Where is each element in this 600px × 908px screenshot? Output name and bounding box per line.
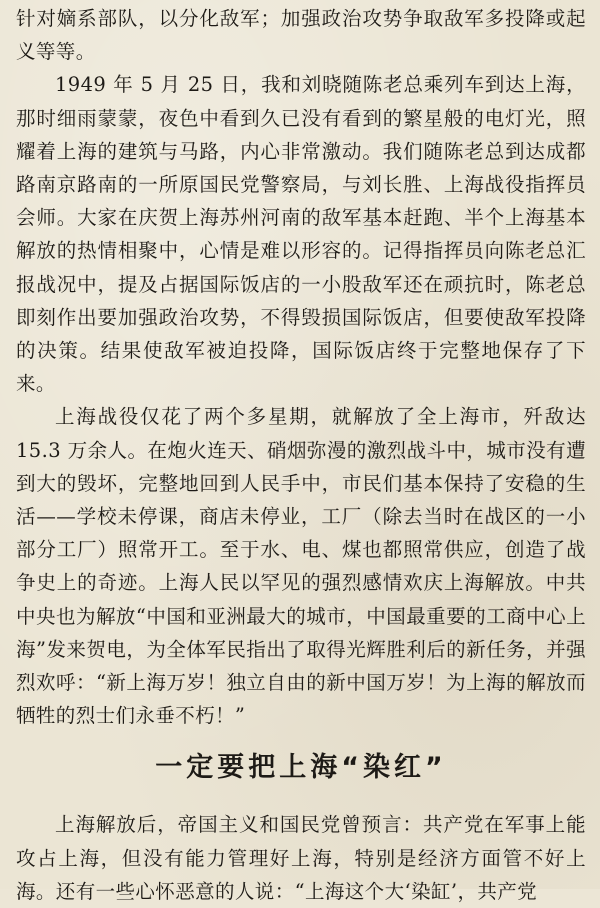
paragraph-campaign-summary: 上海战役仅花了两个多星期，就解放了全上海市，歼敌达 15.3 万余人。在炮火连天、硝烟弥漫的激烈战斗中，城市没有遭到大的毁坏，完整地回到人民手中，市民们基本保持了安稳的生活——学校未停课，商店未停业，工厂（除去当时在战区的一小部分工厂）照常开工。至于水、电、煤也都照常供应，创造了战争史上的奇迹。上海人民以罕见的强烈感情欢庆上海解放。中共中央也为解放“中国和亚洲最大的城市，中国最重要的工商中心上海”发来贺电，为全体军民指出了取得光辉胜利后的新任务，并强烈欢呼：“新上海万岁！独立自由的新中国万岁！为上海的解放而牺牲的烈士们永垂不朽！” (16, 405, 586, 728)
paragraph-continuation: 针对嫡系部队，以分化敌军；加强政治攻势争取敌军多投降或起义等等。 (16, 7, 586, 64)
section-heading: 一定要把上海“染红” (155, 752, 447, 784)
paragraph-after-liberation: 上海解放后，帝国主义和国民党曾预言：共产党在军事上能攻占上海，但没有能力管理好上海，特别是经济方面管不好上海。还有一些心怀恶意的人说：“上海这个大‘染缸’，共产党 (16, 813, 586, 903)
paragraph-arrival-shanghai: 1949 年 5 月 25 日，我和刘晓随陈老总乘列车到达上海，那时细雨蒙蒙，夜色中看到久已没有看到的繁星般的电灯光，照耀着上海的建筑与马路，内心非常激动。我们随陈老总到达成都路南京路南的一所原国民党警察局，与刘长胜、上海战役指挥员会师。大家在庆贺上海苏州河南的敌军基本赶跑、半个上海基本解放的热情相聚中，心情是难以形容的。记得指挥员向陈老总汇报战况中，提及占据国际饭店的一小股敌军还在顽抗时，陈老总即刻作出要加强政治攻势，不得毁损国际饭店，但要使敌军投降的决策。结果使敌军被迫投降，国际饭店终于完整地保存了下来。 (16, 73, 586, 396)
